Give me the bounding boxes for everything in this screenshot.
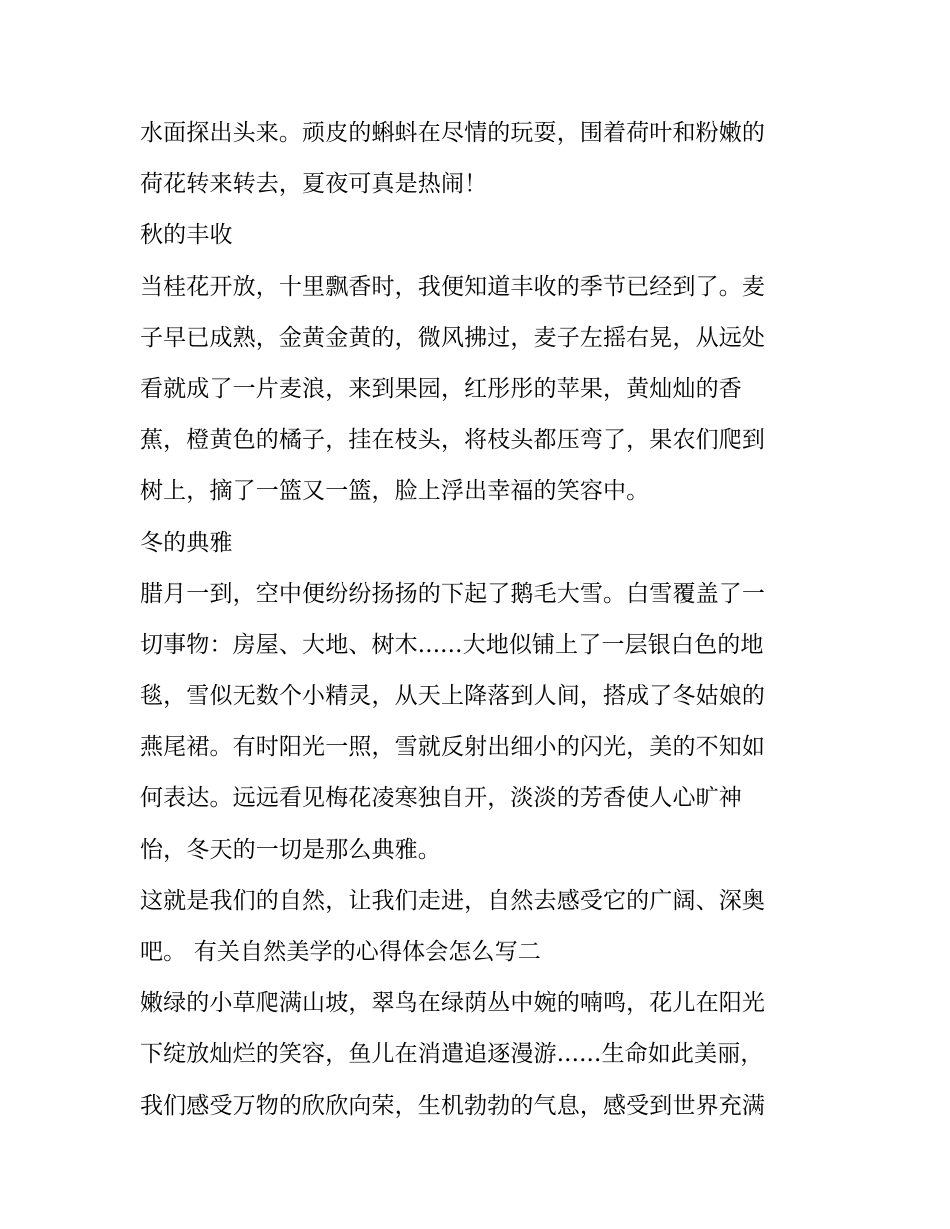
text-line: 看就成了一片麦浪，来到果园，红彤彤的苹果，黄灿灿的香 — [140, 375, 742, 402]
text-line: 切事物：房屋、大地、树木......大地似铺上了一层银白色的地 — [140, 631, 764, 658]
text-line: 燕尾裙。有时阳光一照，雪就反射出细小的闪光，美的不知如 — [140, 734, 766, 761]
text-line: 水面探出头来。顽皮的蝌蚪在尽情的玩耍，围着荷叶和粉嫩的 — [140, 120, 766, 146]
text-line: 腊月一到，空中便纷纷扬扬的下起了鹅毛大雪。白雪覆盖了一 — [140, 580, 766, 607]
section-heading-winter: 冬的典雅 — [140, 529, 233, 556]
text-line: 吧。 有关自然美学的心得体会怎么写二 — [140, 939, 542, 965]
text-line: 嫩绿的小草爬满山坡，翠鸟在绿荫丛中婉的喃鸣，花儿在阳光 — [140, 990, 766, 1017]
text-line: 下绽放灿烂的笑容，鱼儿在消遣追逐漫游......生命如此美丽， — [140, 1041, 764, 1068]
text-line: 荷花转来转去，夏夜可真是热闹！ — [140, 171, 488, 198]
text-line: 我们感受万物的欣欣向荣，生机勃勃的气息，感受到世界充满 — [140, 1092, 766, 1119]
text-line: 怡，冬天的一切是那么典雅。 — [140, 836, 441, 863]
text-line: 这就是我们的自然，让我们走进，自然去感受它的广阔、深奥 — [140, 887, 766, 914]
text-line: 树上，摘了一篮又一篮，脸上浮出幸福的笑容中。 — [140, 478, 650, 505]
body-text — [140, 108, 820, 1132]
text-line: 毯，雪似无数个小精灵，从天上降落到人间，搭成了冬姑娘的 — [140, 683, 766, 710]
text-line: 当桂花开放，十里飘香时，我便知道丰收的季节已经到了。麦 — [140, 273, 766, 300]
text-line: 何表达。远远看见梅花凌寒独自开，淡淡的芳香使人心旷神 — [140, 785, 742, 812]
section-heading-autumn: 秋的丰收 — [140, 222, 233, 249]
text-line: 蕉，橙黄色的橘子，挂在枝头，将枝头都压弯了，果农们爬到 — [140, 427, 766, 454]
text-line: 子早已成熟，金黄金黄的，微风拂过，麦子左摇右晃，从远处 — [140, 324, 766, 351]
